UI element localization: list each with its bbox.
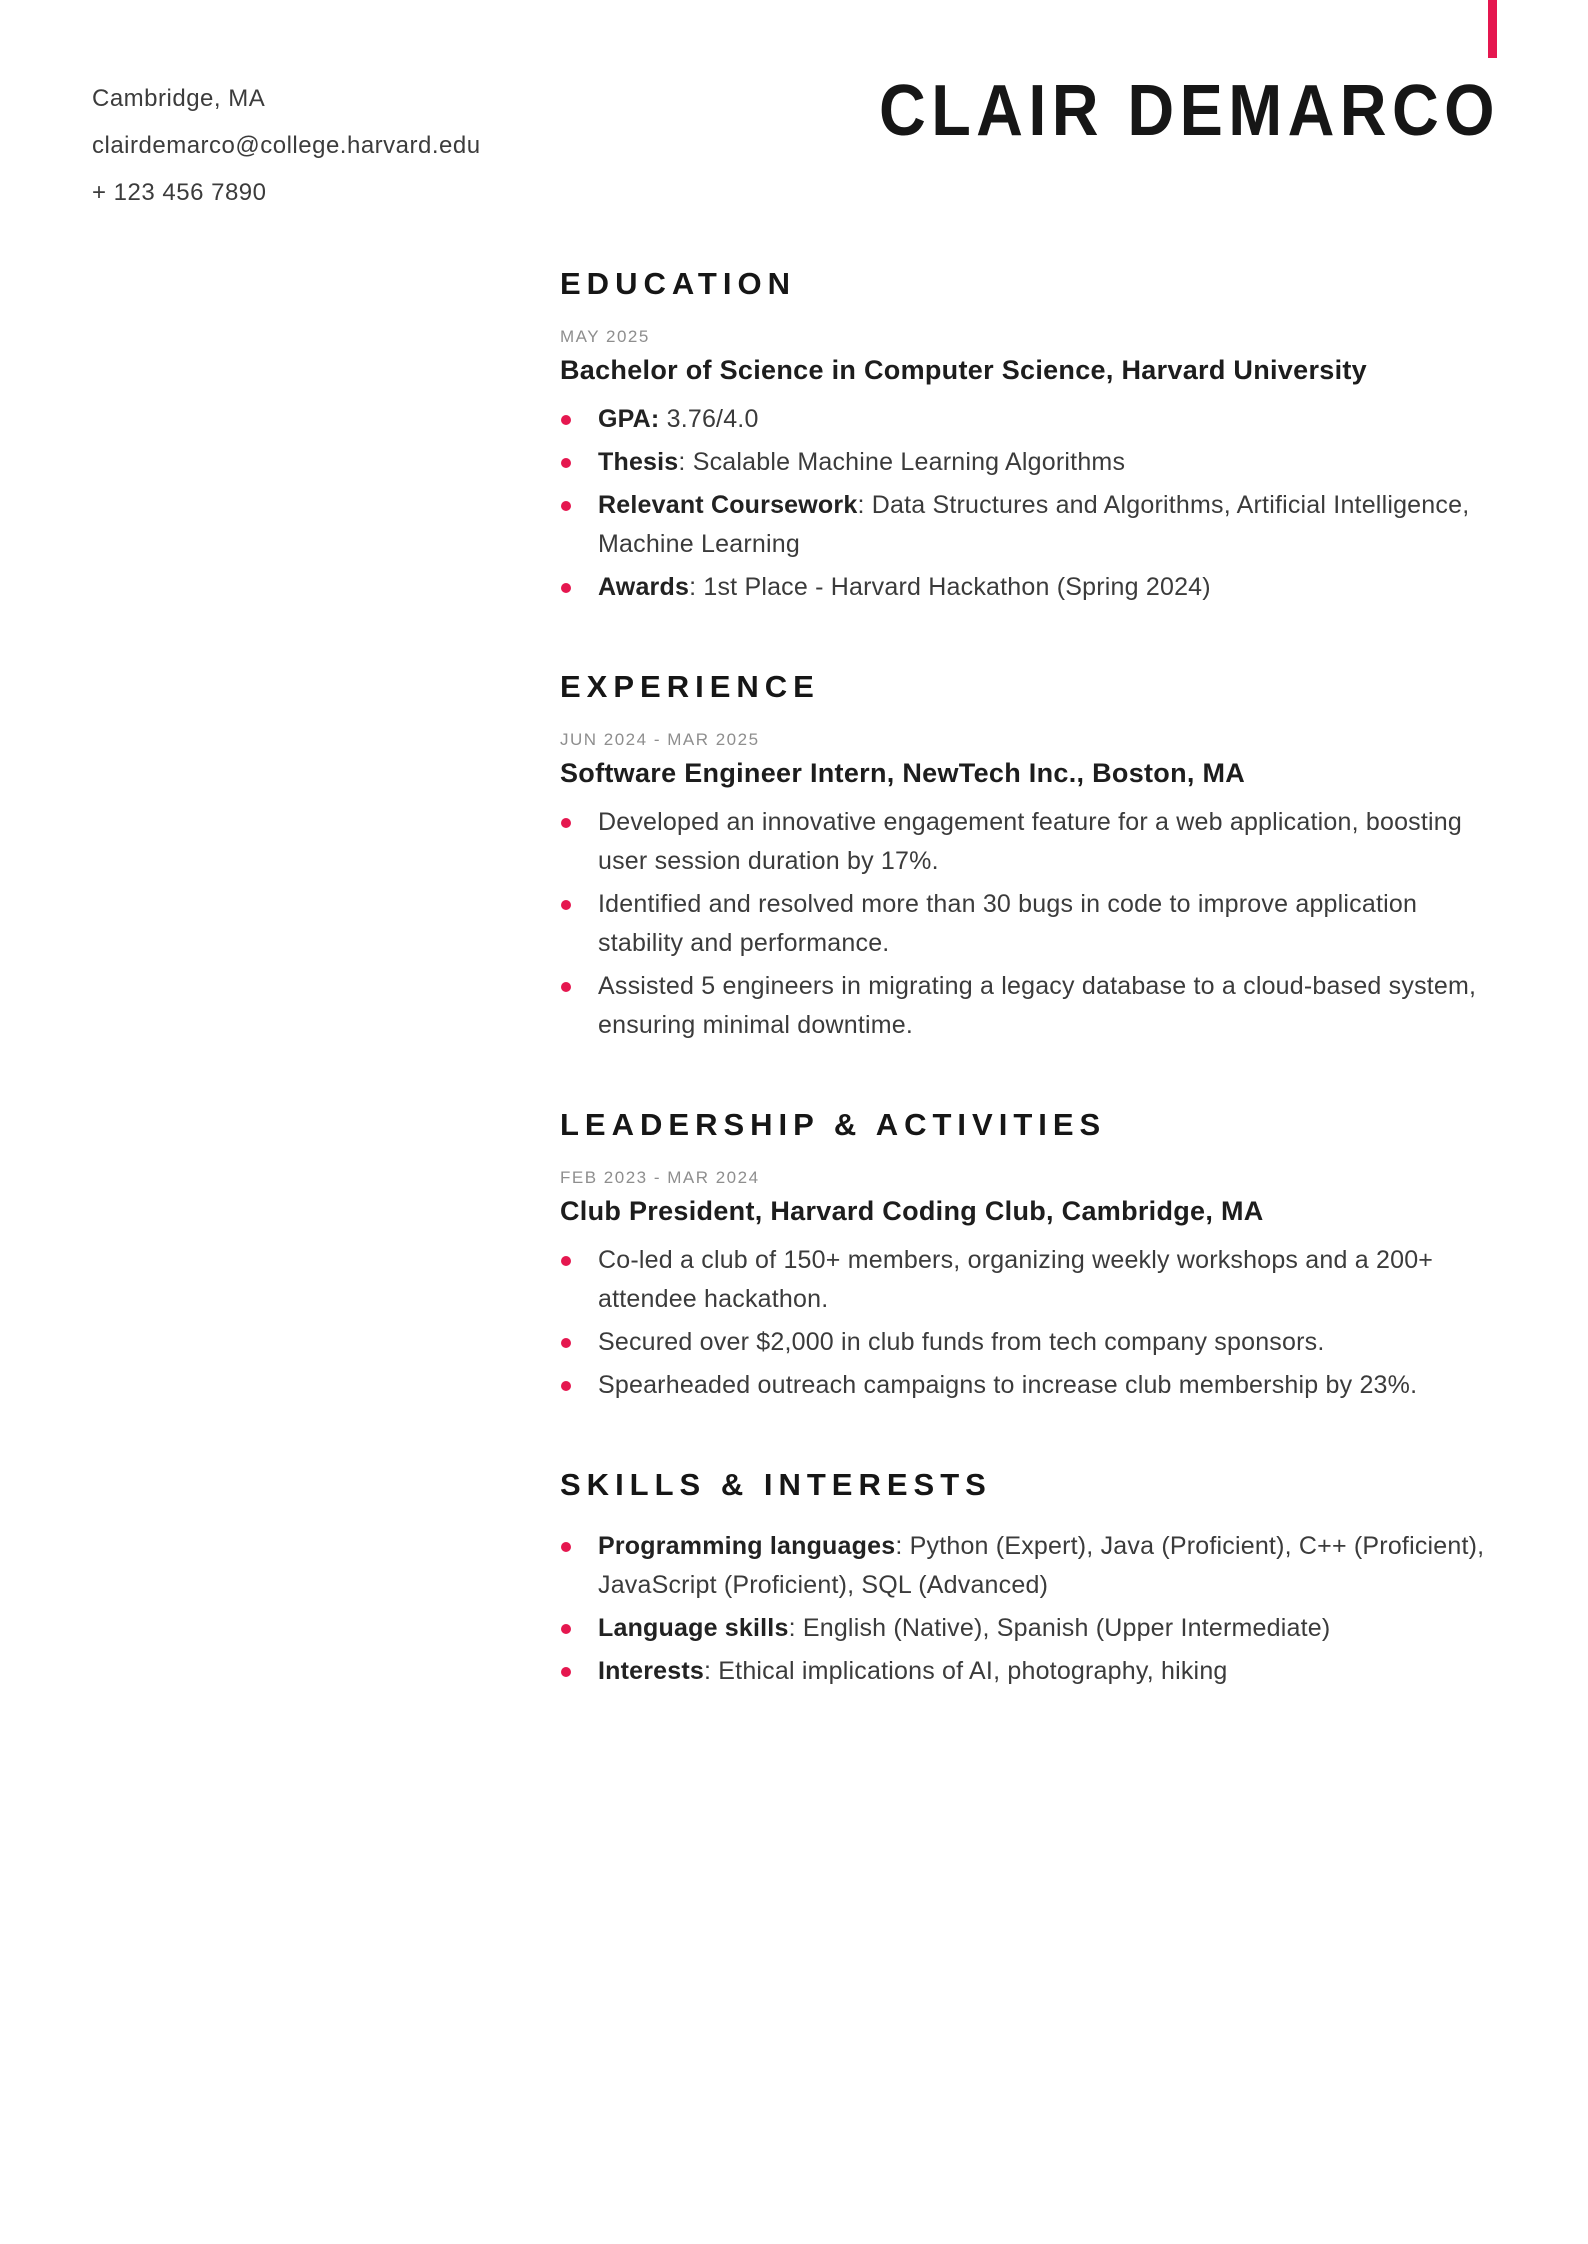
bullet-list	[560, 1527, 1538, 1691]
bullet-dot-icon	[561, 1542, 571, 1552]
resume-body	[560, 216, 1538, 1695]
bullet-item	[560, 443, 1488, 482]
bullet-dot-icon	[561, 501, 571, 511]
bullet-item	[560, 1652, 1488, 1691]
bullet-dot-icon	[561, 900, 571, 910]
bullet-dot-icon	[561, 1381, 571, 1391]
bullet-label: Relevant Coursework	[598, 491, 858, 519]
section-heading: EXPERIENCE	[560, 669, 820, 704]
bullet-dot-icon	[561, 458, 571, 468]
candidate-name: CLAIR DEMARCO	[879, 71, 1500, 151]
bullet-item	[560, 1241, 1488, 1319]
header	[0, 0, 1588, 216]
bullet-list	[560, 1241, 1538, 1405]
section-heading: EDUCATION	[560, 266, 796, 301]
bullet-text: Assisted 5 engineers in migrating a legacy database to a cloud-based system, ensuring minimal downtime.	[598, 972, 1477, 1039]
bullet-dot-icon	[561, 1667, 571, 1677]
bullet-dot-icon	[561, 1256, 571, 1266]
bullet-text: Identified and resolved more than 30 bugs in code to improve application stability and performance.	[598, 890, 1418, 957]
section-skills-interests	[560, 1467, 1538, 1691]
bullet-label: Awards	[598, 573, 690, 601]
bullet-text: : Ethical implications of AI, photography, hiking	[704, 1657, 1228, 1685]
bullet-label: GPA:	[598, 405, 660, 433]
bullet-text: : Data Structures and Algorithms, Artificial Intelligence, Machine Learning	[598, 491, 1470, 558]
bullet-text: Developed an innovative engagement feature for a web application, boosting user session duration by 17%.	[598, 808, 1462, 875]
bullet-item	[560, 1323, 1488, 1362]
contact-phone: + 123 456 7890	[92, 179, 267, 206]
bullet-text: Secured over $2,000 in club funds from tech company sponsors.	[598, 1328, 1325, 1356]
contact-block	[92, 75, 481, 216]
bullet-list	[560, 803, 1538, 1045]
entry	[560, 729, 1538, 1045]
bullet-label: Interests	[598, 1657, 705, 1685]
bullet-text: : 1st Place - Harvard Hackathon (Spring 2024)	[689, 573, 1211, 601]
bullet-label: Thesis	[598, 448, 679, 476]
bullet-dot-icon	[561, 1338, 571, 1348]
bullet-dot-icon	[561, 583, 571, 593]
bullet-item	[560, 1366, 1488, 1405]
bullet-text: : Python (Expert), Java (Proficient), C++ (Proficient), JavaScript (Proficient), SQL (Advanced)	[598, 1532, 1485, 1599]
bullet-text: Spearheaded outreach campaigns to increase club membership by 23%.	[598, 1371, 1418, 1399]
contact-email: clairdemarco@college.harvard.edu	[92, 132, 481, 159]
bullet-text: Co-led a club of 150+ members, organizing weekly workshops and a 200+ attendee hackathon.	[598, 1246, 1434, 1313]
entry	[560, 1167, 1538, 1405]
section-heading: SKILLS & INTERESTS	[560, 1467, 992, 1502]
bullet-item	[560, 885, 1488, 963]
section-leadership-activities	[560, 1107, 1538, 1405]
bullet-text: : Scalable Machine Learning Algorithms	[678, 448, 1126, 476]
contact-location: Cambridge, MA	[92, 85, 266, 112]
bullet-text: : English (Native), Spanish (Upper Intermediate)	[788, 1614, 1331, 1642]
bullet-label: Programming languages	[598, 1532, 896, 1560]
section-education	[560, 266, 1538, 607]
entry	[560, 1527, 1538, 1691]
bullet-item	[560, 400, 1488, 439]
entry-date: JUN 2024 - MAR 2025	[560, 730, 760, 749]
bullet-item	[560, 568, 1488, 607]
section-heading: LEADERSHIP & ACTIVITIES	[560, 1107, 1107, 1142]
bullet-dot-icon	[561, 982, 571, 992]
bullet-label: Language skills	[598, 1614, 789, 1642]
bullet-dot-icon	[561, 415, 571, 425]
entry	[560, 326, 1538, 607]
accent-bar	[1488, 0, 1497, 58]
bullet-dot-icon	[561, 818, 571, 828]
entry-title: Club President, Harvard Coding Club, Cambridge, MA	[560, 1196, 1264, 1226]
bullet-item	[560, 1609, 1488, 1648]
section-experience	[560, 669, 1538, 1045]
bullet-dot-icon	[561, 1624, 571, 1634]
bullet-list	[560, 400, 1538, 607]
bullet-item	[560, 486, 1488, 564]
bullet-item	[560, 967, 1488, 1045]
bullet-text: 3.76/4.0	[659, 405, 759, 433]
entry-title: Software Engineer Intern, NewTech Inc., Boston, MA	[560, 758, 1246, 788]
entry-date: FEB 2023 - MAR 2024	[560, 1168, 760, 1187]
bullet-item	[560, 1527, 1488, 1605]
bullet-item	[560, 803, 1488, 881]
entry-date: MAY 2025	[560, 327, 650, 346]
entry-title: Bachelor of Science in Computer Science, Harvard University	[560, 355, 1367, 385]
